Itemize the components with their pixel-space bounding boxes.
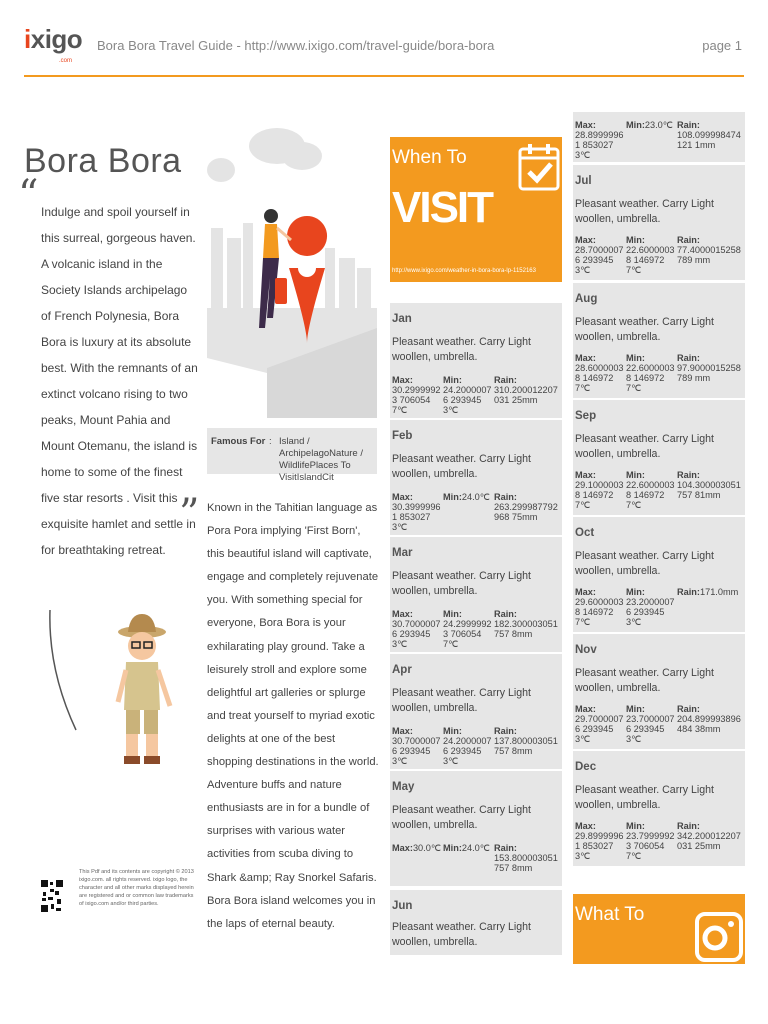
month-name: Oct xyxy=(575,527,595,539)
rain-label: Rain: xyxy=(677,821,700,831)
explorer-character-illustration xyxy=(46,610,176,770)
visit-label: VISIT xyxy=(392,183,493,232)
max-value: 30.0℃ xyxy=(412,843,442,853)
description-text: Known in the Tahitian language as Pora Pora implying 'First Born', this beautiful island will captivate, engage and completely rejuvenate you. With something special for everyone, Bora Bora is your exhilarating play ground. Take a leisurely stroll and explore some delightful art galleries or splurge and treat yourself to myriad exotic delights at one of the best shopping destinations in the world. Adventure buffs and nature enthusiasts are in for a bundle of surprises with various water activities from scuba diving to Shark &amp; Ray Snorkel Safaris. Bora Bora island welcomes you in the laps of eternal beauty. xyxy=(207,502,379,930)
rain-label: Rain: xyxy=(677,704,700,714)
min-value: 24.0℃ xyxy=(461,492,491,502)
max-value: 28.89999961 8530273℃ xyxy=(575,130,624,160)
month-card-feb xyxy=(390,420,562,535)
max-value: 30.29999923 7060547℃ xyxy=(392,385,441,415)
rain-label: Rain: xyxy=(677,470,700,480)
min-value: 22.60000038 1469727℃ xyxy=(626,480,675,510)
close-quote-icon: ” xyxy=(179,491,200,537)
rain-label: Rain: xyxy=(494,843,517,853)
camera-icon xyxy=(693,902,745,964)
min-label: Min: xyxy=(626,353,645,363)
month-card-dec xyxy=(573,751,745,866)
month-stats xyxy=(392,492,562,532)
rain-value: 204.899993896484 38mm xyxy=(677,714,741,734)
rain-value: 108.099998474121 1mm xyxy=(677,130,741,150)
page-number: page 1 xyxy=(702,38,742,53)
ixigo-logo[interactable] xyxy=(24,24,83,70)
rain-label: Rain: xyxy=(677,587,700,597)
what-to-label: What To xyxy=(575,904,645,925)
open-quote-icon: “ xyxy=(18,172,39,218)
month-card-sep xyxy=(573,400,745,515)
max-label: Max: xyxy=(392,492,413,502)
min-label: Min: xyxy=(626,821,645,831)
month-description: Pleasant weather. Carry Light woollen, umbrella. xyxy=(392,453,531,480)
header-title[interactable]: Bora Bora Travel Guide - http://www.ixigo.com/travel-guide/bora-bora xyxy=(97,38,495,53)
month-card-may xyxy=(390,771,562,886)
rain-value: 263.299987792968 75mm xyxy=(494,502,558,522)
min-label: Min: xyxy=(443,609,462,619)
max-label: Max: xyxy=(575,235,596,245)
month-card-jun xyxy=(390,890,562,955)
logo-text: ixigo xyxy=(24,24,83,54)
logo-sub: .com xyxy=(58,58,72,64)
month-stats xyxy=(392,609,562,649)
month-card-jul xyxy=(573,165,745,280)
famous-for-row xyxy=(207,428,377,483)
month-stats xyxy=(575,821,745,861)
rain-label: Rain: xyxy=(677,353,700,363)
month-name: Aug xyxy=(575,293,598,305)
min-value: 22.60000038 1469727℃ xyxy=(626,363,675,393)
month-description: Pleasant weather. Carry Light woollen, umbrella. xyxy=(575,316,714,343)
month-card-jun-stats xyxy=(573,112,745,162)
month-stats xyxy=(392,843,562,873)
month-stats xyxy=(392,726,562,766)
min-label: Min: xyxy=(626,235,645,245)
max-value: 29.70000076 2939453℃ xyxy=(575,714,624,744)
what-to-banner xyxy=(573,894,745,964)
max-label: Max: xyxy=(575,353,596,363)
rain-value: 171.0mm xyxy=(699,587,739,597)
month-stats xyxy=(575,587,745,627)
rain-value: 310.200012207031 25mm xyxy=(494,385,558,405)
min-value: 24.29999923 7060547℃ xyxy=(443,619,492,649)
max-label: Max: xyxy=(575,470,596,480)
min-value: 22.60000038 1469727℃ xyxy=(626,245,675,275)
month-description: Pleasant weather. Carry Light woollen, umbrella. xyxy=(392,687,531,714)
month-stats xyxy=(575,470,745,510)
month-name: Feb xyxy=(392,430,413,442)
month-name: Jul xyxy=(575,175,592,187)
header-divider xyxy=(24,75,744,77)
traveler-illustration xyxy=(207,128,377,428)
month-card-apr xyxy=(390,654,562,769)
famous-for-colon: : xyxy=(269,436,272,447)
min-value: 23.0℃ xyxy=(644,120,674,130)
famous-for-label: Famous For xyxy=(211,436,266,447)
calendar-check-icon xyxy=(518,141,562,193)
max-label: Max: xyxy=(575,704,596,714)
rain-label: Rain: xyxy=(494,609,517,619)
month-name: Jan xyxy=(392,313,412,325)
rain-value: 153.800003051757 8mm xyxy=(494,853,558,873)
month-card-mar xyxy=(390,537,562,652)
month-card-nov xyxy=(573,634,745,749)
min-label: Min: xyxy=(626,120,645,130)
min-value: 24.20000076 2939453℃ xyxy=(443,385,492,415)
min-label: Min: xyxy=(626,587,645,597)
min-label: Min: xyxy=(626,470,645,480)
weather-url-link[interactable]: http://www.ixigo.com/weather-in-bora-bora-lp-1152163 xyxy=(392,268,536,274)
when-to-label: When To xyxy=(392,147,467,168)
max-label: Max: xyxy=(575,821,596,831)
min-label: Min: xyxy=(443,726,462,736)
min-label: Min: xyxy=(626,704,645,714)
min-label: Min: xyxy=(443,375,462,385)
rain-value: 137.800003051757 8mm xyxy=(494,736,558,756)
max-value: 30.70000076 2939453℃ xyxy=(392,619,441,649)
rain-value: 342.200012207031 25mm xyxy=(677,831,741,851)
rain-value: 97.9000015258789 mm xyxy=(677,363,741,383)
month-name: Jun xyxy=(392,900,413,912)
max-value: 29.10000038 1469727℃ xyxy=(575,480,624,510)
month-stats xyxy=(575,235,745,275)
month-name: Sep xyxy=(575,410,597,422)
max-value: 30.39999961 8530273℃ xyxy=(392,502,441,532)
month-name: Nov xyxy=(575,644,597,656)
max-label: Max: xyxy=(392,726,413,736)
month-card-oct xyxy=(573,517,745,632)
rain-label: Rain: xyxy=(677,120,700,130)
max-value: 29.60000038 1469727℃ xyxy=(575,597,624,627)
page-title: Bora Bora xyxy=(24,142,182,180)
month-description: Pleasant weather. Carry Light woollen, umbrella. xyxy=(392,921,531,948)
when-to-visit-banner xyxy=(390,137,562,282)
copyright-text: This Pdf and its contents are copyright © 2013 ixigo.com. all rights reserved. ixigo logo, the character and all other marks displayed herein are registered and or common law trademarks of ixigo.com and/or third parties. xyxy=(79,869,194,907)
max-value: 28.60000038 1469727℃ xyxy=(575,363,624,393)
qr-code-icon[interactable] xyxy=(41,878,63,914)
rain-label: Rain: xyxy=(677,235,700,245)
month-card-jan xyxy=(390,303,562,418)
month-stats xyxy=(575,353,745,393)
max-label: Max: xyxy=(575,587,596,597)
rain-value: 182.300003051757 8mm xyxy=(494,619,558,639)
min-value: 23.79999923 7060547℃ xyxy=(626,831,675,861)
rain-label: Rain: xyxy=(494,375,517,385)
max-label: Max: xyxy=(575,120,596,130)
month-stats xyxy=(392,375,562,415)
month-name: Mar xyxy=(392,547,413,559)
month-card-aug xyxy=(573,283,745,398)
max-label: Max: xyxy=(392,375,413,385)
rain-label: Rain: xyxy=(494,726,517,736)
min-value: 24.20000076 2939453℃ xyxy=(443,736,492,766)
month-name: Apr xyxy=(392,664,412,676)
month-description: Pleasant weather. Carry Light woollen, umbrella. xyxy=(575,550,714,577)
month-description: Pleasant weather. Carry Light woollen, umbrella. xyxy=(392,804,531,831)
rain-value: 77.4000015258789 mm xyxy=(677,245,741,265)
month-description: Pleasant weather. Carry Light woollen, umbrella. xyxy=(575,784,714,811)
min-value: 24.0℃ xyxy=(461,843,491,853)
max-value: 30.70000076 2939453℃ xyxy=(392,736,441,766)
min-value: 23.70000076 2939453℃ xyxy=(626,714,675,744)
rain-label: Rain: xyxy=(494,492,517,502)
max-value: 28.70000076 2939453℃ xyxy=(575,245,624,275)
month-description: Pleasant weather. Carry Light woollen, umbrella. xyxy=(392,570,531,597)
month-name: Dec xyxy=(575,761,597,773)
min-label: Min: xyxy=(443,492,462,502)
max-label: Max: xyxy=(392,843,413,853)
month-description: Pleasant weather. Carry Light woollen, umbrella. xyxy=(392,336,531,363)
month-description: Pleasant weather. Carry Light woollen, umbrella. xyxy=(575,198,714,225)
max-label: Max: xyxy=(392,609,413,619)
month-stats xyxy=(575,120,745,160)
intro-text: Indulge and spoil yourself in this surreal, gorgeous haven. A volcanic island in the Society Islands archipelago of French Polynesia, Bora Bora is luxury at its absolute best. With the remnants of an extinct volcano rising to two peaks, Mount Pahia and Mount Otemanu, the island is home to some of the finest five star resorts . Visit this exquisite hamlet and settle in for breathtaking retreat. xyxy=(41,205,198,557)
max-value: 29.89999961 8530273℃ xyxy=(575,831,624,861)
month-description: Pleasant weather. Carry Light woollen, umbrella. xyxy=(575,433,714,460)
month-name: May xyxy=(392,781,415,793)
min-value: 23.20000076 2939453℃ xyxy=(626,597,675,627)
rain-value: 104.300003051757 81mm xyxy=(677,480,741,500)
min-label: Min: xyxy=(443,843,462,853)
month-description: Pleasant weather. Carry Light woollen, umbrella. xyxy=(575,667,714,694)
famous-for-value: Island / ArchipelagoNature / WildlifePlaces To VisitIslandCit xyxy=(279,436,363,483)
month-stats xyxy=(575,704,745,744)
